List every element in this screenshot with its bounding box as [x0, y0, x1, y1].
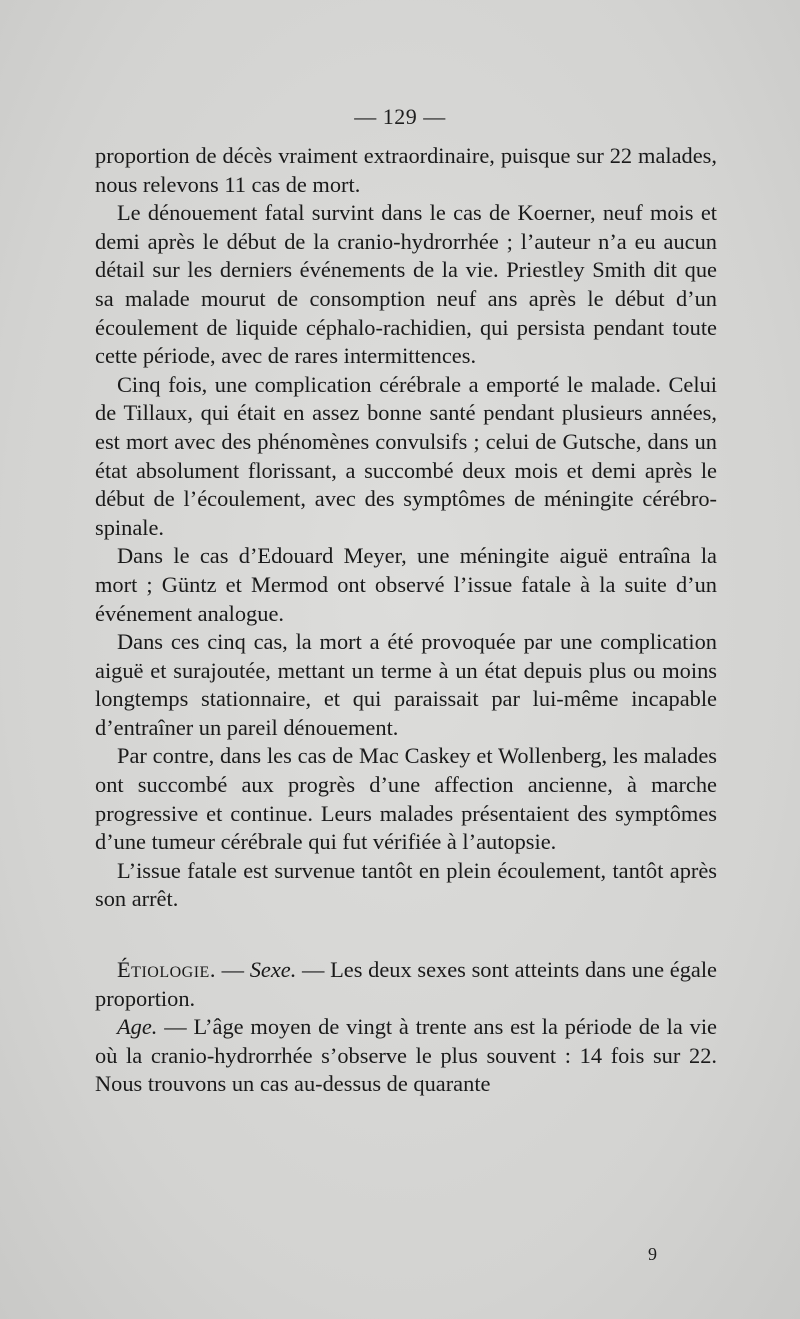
paragraph: Cinq fois, une complication cérébrale a emporté le malade. Celui de Tillaux, qui était en assez bonne santé pendant plusieurs années, est mort avec des phénomènes convulsifs ; celui de Gutsche, dans un état absolument florissant, a succombé deux mois et demi après le début de l’écoulement, avec des symptômes de méningite cérébro-spinale.	[95, 371, 717, 540]
page-number: — 129 —	[354, 104, 446, 129]
age-paragraph	[95, 1013, 717, 1099]
signature-mark: 9	[648, 1244, 657, 1264]
etiologie-text: Les deux sexes sont atteints dans une égale proportion.	[95, 957, 717, 1011]
paragraph: proportion de décès vraiment extraordinaire, puisque sur 22 malades, nous relevons 11 cas de mort.	[95, 143, 717, 197]
paragraph: Dans le cas d’Edouard Meyer, une méningite aiguë entraîna la mort ; Güntz et Mermod ont observé l’issue fatale à la suite d’un événement analogue.	[95, 543, 717, 626]
paragraph: L’issue fatale est survenue tantôt en plein écoulement, tantôt après son arrêt.	[95, 857, 717, 912]
paragraph: Dans ces cinq cas, la mort a été provoquée par une complication aiguë et surajoutée, mettant un terme à un état depuis plus ou moins longtemps stationnaire, et qui paraissait par lui-même incapable d’entraîner un pareil dénouement.	[95, 629, 717, 740]
age-subheading: Age.	[117, 1014, 158, 1040]
dash: —	[157, 1014, 194, 1040]
dash: —	[215, 957, 250, 983]
etiologie-paragraph	[95, 956, 717, 1013]
body-text	[95, 142, 717, 1099]
age-text: L’âge moyen de vingt à trente ans est la période de la vie où la cranio-hydrorrhée s’observe le plus souvent : 14 fois sur 22. Nous trouvons un cas au-dessus de quarante	[95, 1014, 717, 1097]
paragraph: Par contre, dans les cas de Mac Caskey et Wollenberg, les malades ont succombé aux progrès d’une affection ancienne, à marche progressive et continue. Leurs malades présentaient des symptômes d’une tumeur cérébrale qui fut vérifiée à l’autopsie.	[95, 743, 717, 855]
dash: —	[296, 957, 331, 983]
etiologie-heading: Étiologie.	[117, 957, 216, 983]
paragraph: Le dénouement fatal survint dans le cas de Koerner, neuf mois et demi après le début de la cranio-hydrorrhée ; l’auteur n’a eu aucun détail sur les derniers événements de la vie. Priestley Smith dit que sa malade mourut de consomption neuf ans après le début d’un écoulement de liquide céphalo-rachidien, qui persista pendant toute cette période, avec de rares intermittences.	[95, 200, 717, 369]
sexe-subheading: Sexe.	[249, 957, 297, 983]
